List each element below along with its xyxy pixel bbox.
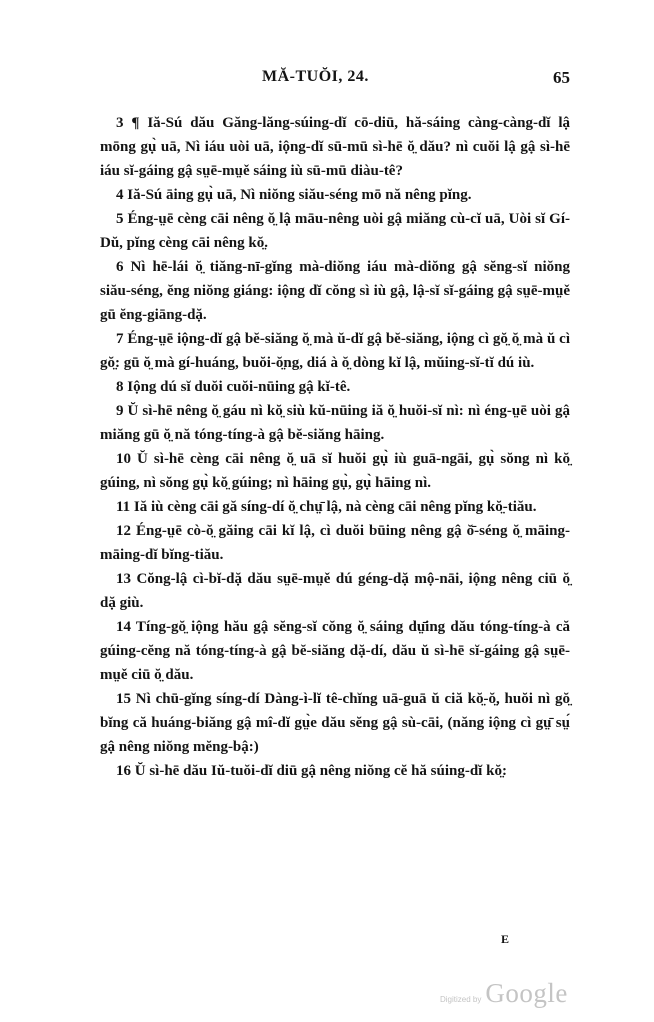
verse-4: 4 Iă-Sú āing gụ̀ uā, Nì niŏng siău-séng mō nă nêng pĭng. bbox=[116, 187, 472, 203]
verse-5: 5 Éng-ṳē cèng cāi nêng ŏ̤ lậ māu-nêng uòi gậ miăng cù-cĭ uā, Uòi sĭ Gí-Dŭ, pĭng cèng cāi nêng kŏ̤. bbox=[100, 211, 570, 251]
digitized-watermark bbox=[440, 978, 568, 1009]
page-body bbox=[100, 111, 570, 783]
verse-13: 13 Cŏng-lậ cì-bĭ-dặ dău sṳē-mṳě dú géng-dặ mộ-nāi, iộng nêng ciū ŏ̤ dặ giù. bbox=[100, 571, 570, 611]
verse-15: 15 Nì chū-gĭng síng-dí Dàng-ì-lĭ tê-chĭng uā-guā ŭ ciă kŏ̤-ŏ̤, huŏi nì gŏ̤ bĭng că huáng-biăng gậ mî-dĭ gṳ̀e dău sĕng gậ sù-cāi, (năng iộng cì gṳ̄ sṳ́ gậ nêng niŏng mĕng-bậ:) bbox=[100, 691, 570, 755]
running-title: MĂ-TUŎI, 24. bbox=[262, 68, 369, 85]
verse-10: 10 Ŭ sì-hē cèng cāi nêng ŏ̤ uā sĭ huŏi gụ̀ iù guā-ngāi, gụ̀ sŏng nì kŏ̤ gúing, nì sŏng gụ̀ kŏ̤ gúing; nì hāing gụ̀, gụ̀ hāing nì. bbox=[100, 451, 570, 491]
page-header bbox=[92, 68, 570, 92]
verse-12: 12 Éng-ṳē cò-ŏ̤ găing cāi kĭ lậ, cì duŏi būing nêng gậ ŏ̄-séng ŏ̤ māing-māing-dĭ bĭng-tiău. bbox=[100, 523, 570, 563]
verse-11: 11 Iă iù cèng cāi gă síng-dí ŏ̤ chṳ̄ lậ, nà cèng cāi nêng pĭng kŏ̤-tiău. bbox=[116, 499, 537, 515]
watermark-prefix: Digitized by bbox=[440, 995, 482, 1004]
verse-14: 14 Tíng-gŏ̤ iộng hău gậ sĕng-sĭ cŏng ŏ̤ sáing dṳ̄ing dău tóng-tíng-à că gúing-cĕng nă tóng-tíng-à gậ bĕ-siăng dặ-dí, dău ŭ sì-hē sĭ-gáing gậ sṳē-mṳě ciū ŏ̤ dău. bbox=[100, 619, 570, 683]
page-number: 65 bbox=[553, 68, 570, 87]
verse-8: 8 Iộng dú sĭ duŏi cuŏi-nūing gậ kĭ-tê. bbox=[116, 379, 351, 395]
verse-3: 3 ¶ Iă-Sú dău Găng-lăng-súing-dĭ cō-diū, hă-sáing càng-càng-dĭ lậ mōng gụ̀ uā, Nì iáu uòi uā, iộng-dĭ sū-mū sì-hē ŏ̤ dău? nì cuŏi lậ gậ sì-hē iáu sĭ-gáing gậ sṳē-mṳě sáing iù sū-mū diàu-tê? bbox=[100, 115, 570, 179]
watermark-brand: Google bbox=[485, 978, 568, 1008]
verse-16: 16 Ŭ sì-hē dău Iŭ-tuŏi-dĭ diū gậ nêng niŏng cĕ hă súing-dĭ kŏ̤: bbox=[116, 763, 507, 779]
verse-9: 9 Ŭ sì-hē nêng ŏ̤ gáu nì kŏ̤ siù kŭ-nūing iă ŏ̤ huŏi-sĭ nì: nì éng-ṳē uòi gậ miăng gū ŏ̤ nă tóng-tíng-à gậ bĕ-siăng hāing. bbox=[100, 403, 570, 443]
verse-6: 6 Nì hē-lái ŏ̤ tiăng-nī-gĭng mà-diŏng iáu mà-diŏng gậ sĕng-sĭ niŏng siău-séng, ĕng niŏng giáng: iộng dĭ cŏng sì iù gậ, lậ-sĭ sĭ-gáing gậ sṳē-mṳě gū ĕng-giāng-dặ. bbox=[100, 259, 570, 323]
verse-7: 7 Éng-ṳē iộng-dĭ gậ bĕ-siăng ŏ̤ mà ŭ-dĭ gậ bĕ-siăng, iộng cì gŏ̤ ŏ̤ mà ŭ cì gŏ̤: gū ŏ̤ mà gí-huáng, buŏi-ŏ̤ng, diá à ŏ̤ dòng kĭ lậ, mŭing-sĭ-tĭ dú iù. bbox=[100, 331, 570, 371]
signature-mark: E bbox=[501, 932, 510, 946]
